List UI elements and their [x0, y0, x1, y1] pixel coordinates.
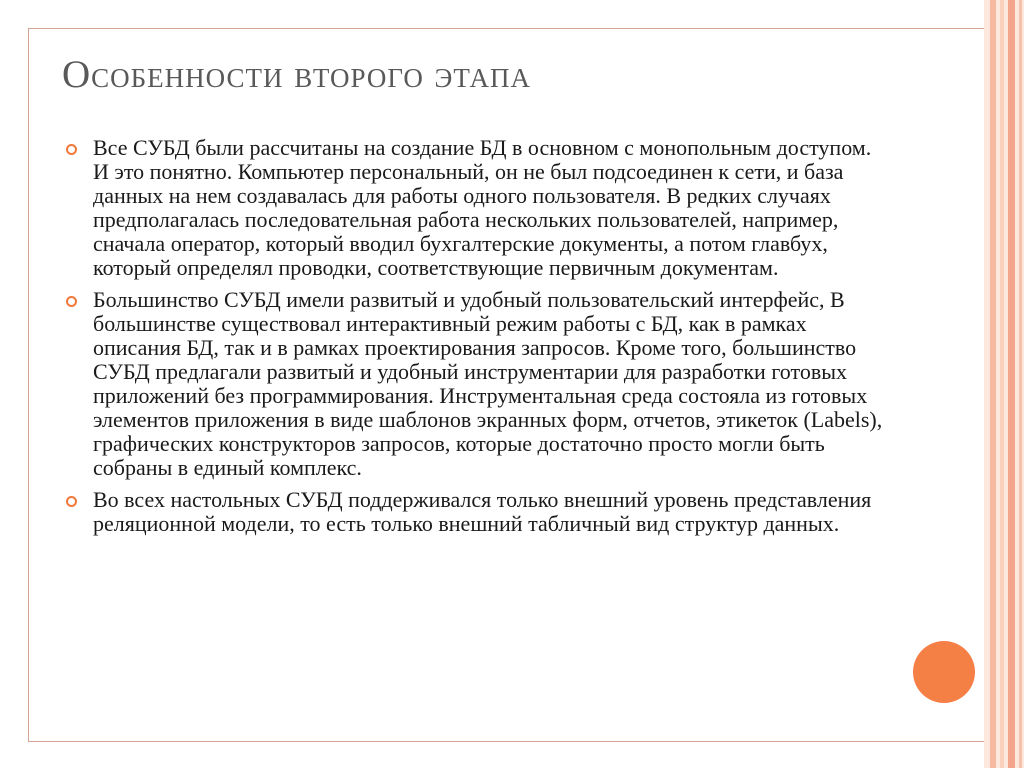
bullet-text: Все СУБД были рассчитаны на создание БД в основном с монопольным доступом. И это понятно. Компьютер персональный, он не был подсоединен к сети, и база данных на нем создавалась для работы одного пользователя. В редких случаях предполагалась последовательная работа нескольких пользователей, например, сначала оператор, который вводил бухгалтерские документы, а потом главбух, который определял проводки, соответствующие первичным документам. [93, 135, 872, 280]
decorative-orange-circle [913, 641, 975, 703]
list-item [66, 488, 886, 536]
list-item [66, 136, 886, 280]
bullet-text: Во всех настольных СУБД поддерживался только внешний уровень представления реляционной модели, то есть только внешний табличный вид структур данных. [93, 487, 872, 536]
circle-bullet-icon [66, 144, 77, 155]
bullet-text: Большинство СУБД имели развитый и удобный пользовательский интерфейс, В большинстве существовал интерактивный режим работы с БД, как в рамках описания БД, так и в рамках проектирования запросов. Кроме того, большинство СУБД предлагали развитый и удобный инструментарии для разработки готовых приложений без программирования. Инструментальная среда состояла из готовых элементов приложения в виде шаблонов экранных форм, отчетов, этикеток (Labels), графических конструкторов запросов, которые достаточно просто могли быть собраны в единый комплекс. [93, 287, 883, 480]
decorative-stripes [984, 0, 1024, 768]
circle-bullet-icon [66, 296, 77, 307]
bullet-list [66, 136, 886, 544]
circle-bullet-icon [66, 496, 77, 507]
page-title: Особенности второго этапа [62, 53, 532, 96]
list-item [66, 288, 886, 480]
